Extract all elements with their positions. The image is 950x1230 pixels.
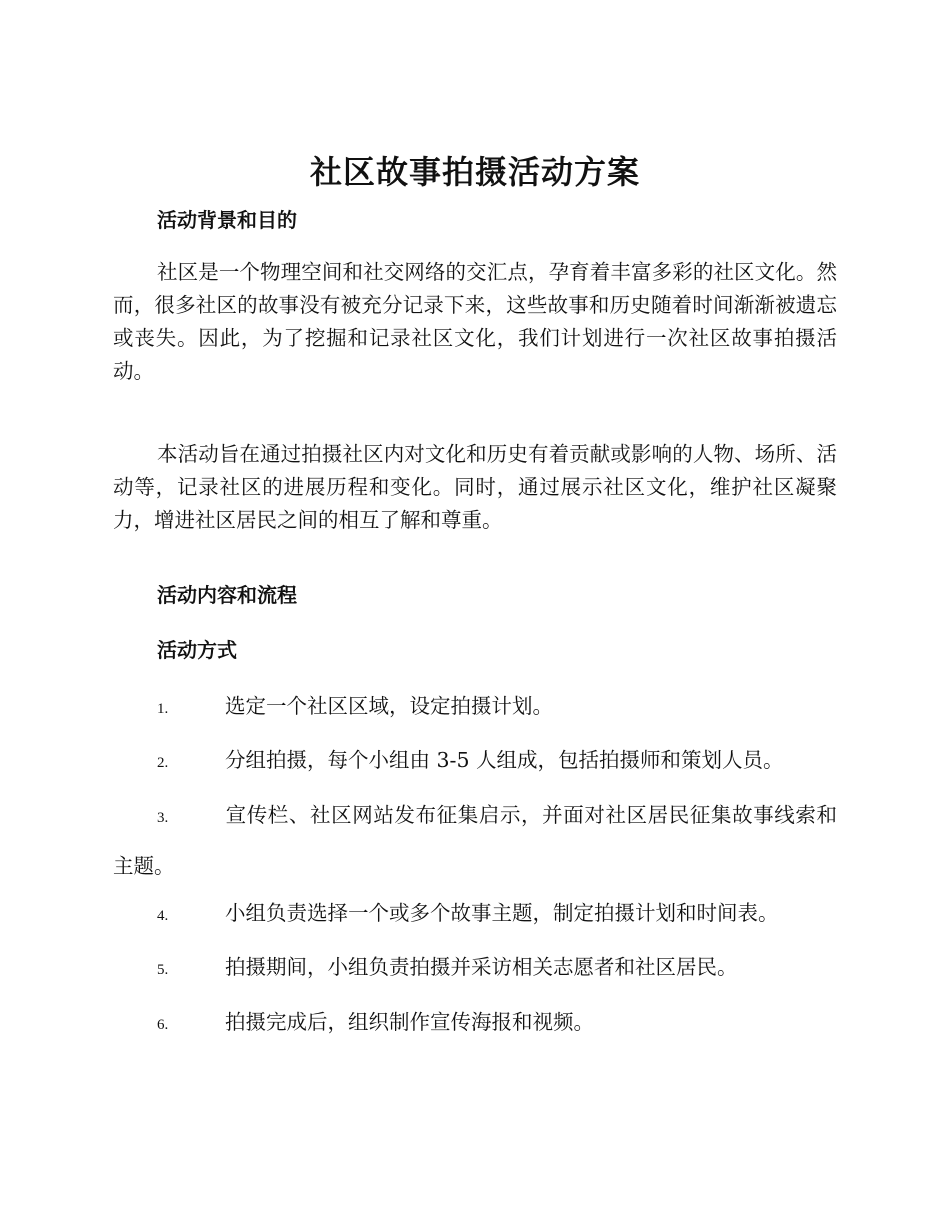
section-heading-background: 活动背景和目的	[157, 208, 297, 232]
section-heading-method: 活动方式	[157, 638, 237, 662]
list-item-text: 拍摄完成后，组织制作宣传海报和视频。	[225, 1010, 594, 1034]
list-item-number: 4.	[157, 908, 169, 924]
list-item-text: 小组负责选择一个或多个故事主题，制定拍摄计划和时间表。	[225, 901, 779, 925]
background-paragraph-2: 本活动旨在通过拍摄社区内对文化和历史有着贡献或影响的人物、场所、活动等，记录社区的进展历程和变化。同时，通过展示社区文化，维护社区凝聚力，增进社区居民之间的相互了解和尊重。	[113, 442, 837, 532]
list-item-number: 1.	[157, 701, 169, 717]
list-item	[113, 998, 837, 1049]
list-item-number: 6.	[157, 1017, 169, 1033]
list-item-number: 5.	[157, 962, 169, 978]
list-item-text: 拍摄期间，小组负责拍摄并采访相关志愿者和社区居民。	[225, 955, 738, 979]
list-item	[113, 791, 837, 890]
list-item	[113, 736, 837, 787]
list-item-number: 3.	[157, 810, 169, 826]
section-heading-content: 活动内容和流程	[157, 583, 297, 607]
list-item	[113, 682, 837, 733]
background-paragraph-1: 社区是一个物理空间和社交网络的交汇点，孕育着丰富多彩的社区文化。然而，很多社区的故事没有被充分记录下来，这些故事和历史随着时间渐渐被遗忘或丧失。因此，为了挖掘和记录社区文化，我们计划进行一次社区故事拍摄活动。	[113, 260, 837, 383]
list-item-text: 选定一个社区区域，设定拍摄计划。	[225, 694, 553, 718]
list-item-number: 2.	[157, 755, 169, 771]
list-item-text: 分组拍摄，每个小组由 3-5 人组成，包括拍摄师和策划人员。	[225, 748, 784, 772]
list-item	[113, 943, 837, 994]
list-item	[113, 889, 837, 940]
list-item-text: 宣传栏、社区网站发布征集启示，并面对社区居民征集故事线索和主题。	[113, 803, 837, 878]
document-title: 社区故事拍摄活动方案	[309, 153, 640, 191]
